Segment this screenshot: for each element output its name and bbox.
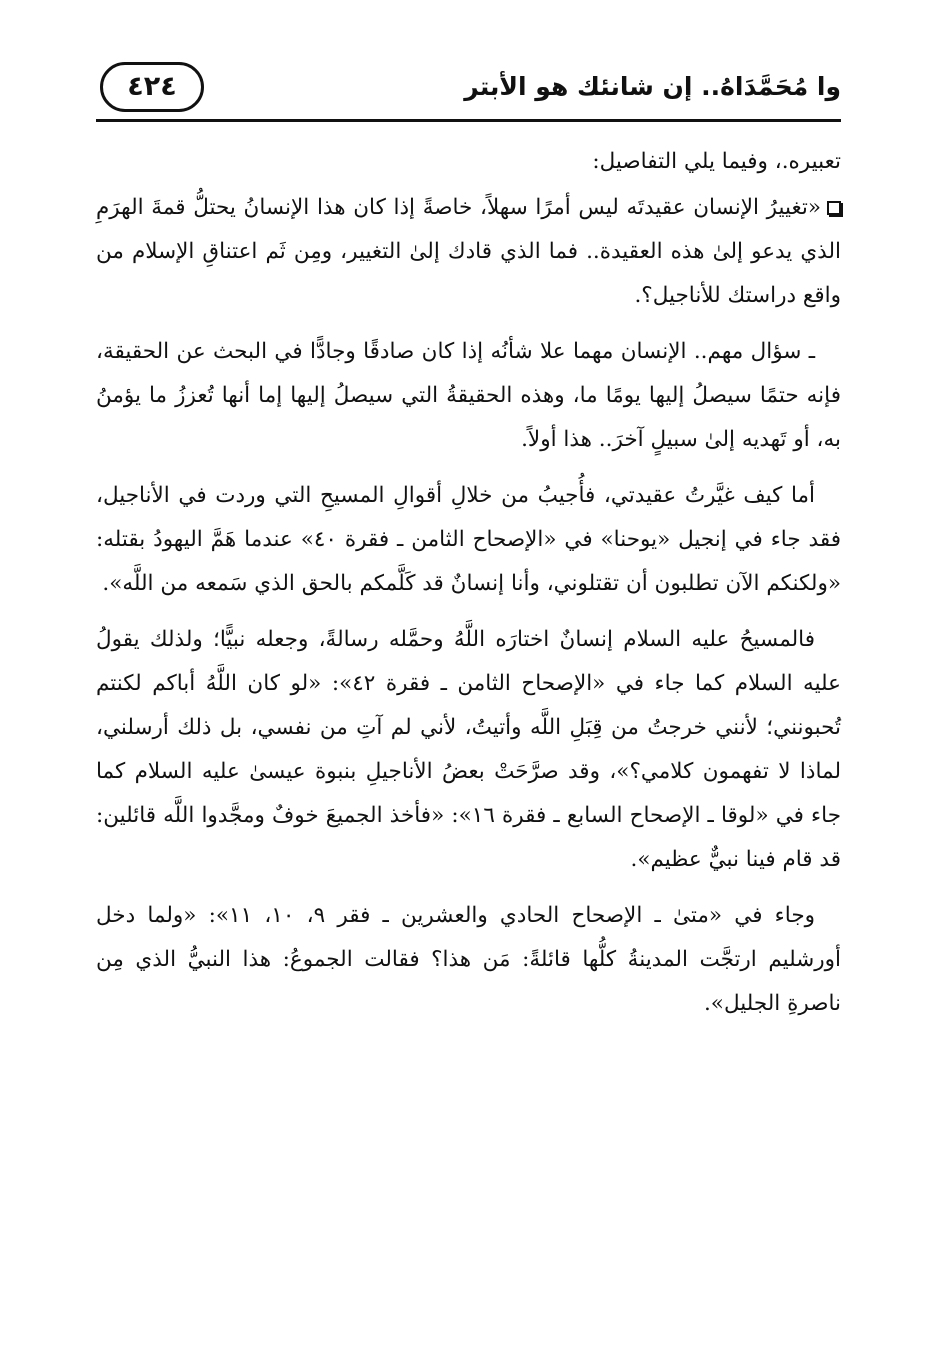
page-number: ٤٢٤: [100, 62, 204, 112]
body-text: [96, 140, 841, 1038]
paragraph-answer-4: وجاء في «متىٰ ـ الإصحاح الحادي والعشرين ـ فقر ٩، ١٠، ١١»: «ولما دخل أورشليم ارتجَّت المدينةُ كلُّها قائلةً: مَن هذا؟ فقالت الجموعُ: هذا النبيُّ الذي مِن ناصرةِ الجليل».: [96, 903, 841, 1016]
paragraph-question: [96, 186, 841, 318]
paragraph-intro: تعبيره.، وفيما يلي التفاصيل:: [592, 149, 841, 174]
paragraph-answer-3: فالمسيحُ عليه السلام إنسانٌ اختارَه اللَّهُ وحمَّله رسالةً، وجعله نبيًّا؛ ولذلك يقولُ عليه السلام كما جاء في «الإصحاح الثامن ـ فقرة ٤٢»: «لو كان اللَّهُ أباكم لكنتم تُحبونني؛ لأنني خرجتُ من قِبَلِ اللَّه وأتيتُ، لأني لم آتِ من نفسي، بل ذلك أرسلني، لماذا لا تفهمون كلامي؟»، وقد صرَّحَتْ بعضُ الأناجيلِ بنبوة عيسىٰ عليه السلام كما جاء في «لوقا ـ الإصحاح السابع ـ فقرة ١٦»: «فأخذ الجميعَ خوفٌ ومجَّدوا اللَّه قائلين: قد قام فينا نبيٌّ عظيم».: [96, 627, 842, 872]
paragraph-answer-2: أما كيف غيَّرتُ عقيدتي، فأُجيبُ من خلالِ أقوالِ المسيحِ التي وردت في الأناجيل، فقد جاء في إنجيل «يوحنا» في «الإصحاح الثامن ـ فقرة ٤٠» عندما هَمَّ اليهودُ بقتله: «ولكنكم الآن تطلبون أن تقتلوني، وأنا إنسانٌ قد كَلَّمكم بالحق الذي سَمعه من اللَّه».: [96, 483, 841, 596]
question-text: «تغييرُ الإنسان عقيدتَه ليس أمرًا سهلاً، خاصةً إذا كان هذا الإنسانُ يحتلُّ قمةَ الهرَمِ الذي يدعو إلىٰ هذه العقيدة.. فما الذي قادك إلىٰ التغيير، ومِن ثَم اعتناقِ الإسلام من واقع دراستك للأناجيل؟.: [96, 195, 841, 308]
square-bullet-icon: [827, 201, 841, 215]
paragraph-answer-1: ـ سؤال مهم.. الإنسان مهما علا شأنُه إذا كان صادقًا وجادًّا في البحث عن الحقيقة، فإنه حتمًا سيصلُ إليها يومًا ما، وهذه الحقيقةُ التي سيصلُ إليها إما أنها تُعززُ ما يؤمنُ به، أو تَهديه إلىٰ سبيلٍ آخرَ.. هذا أولاً.: [96, 339, 841, 452]
page-header: [96, 58, 841, 120]
running-title: وا مُحَمَّدَاهُ.. إن شانئك هو الأبتر: [464, 72, 841, 101]
header-divider: [96, 119, 841, 122]
